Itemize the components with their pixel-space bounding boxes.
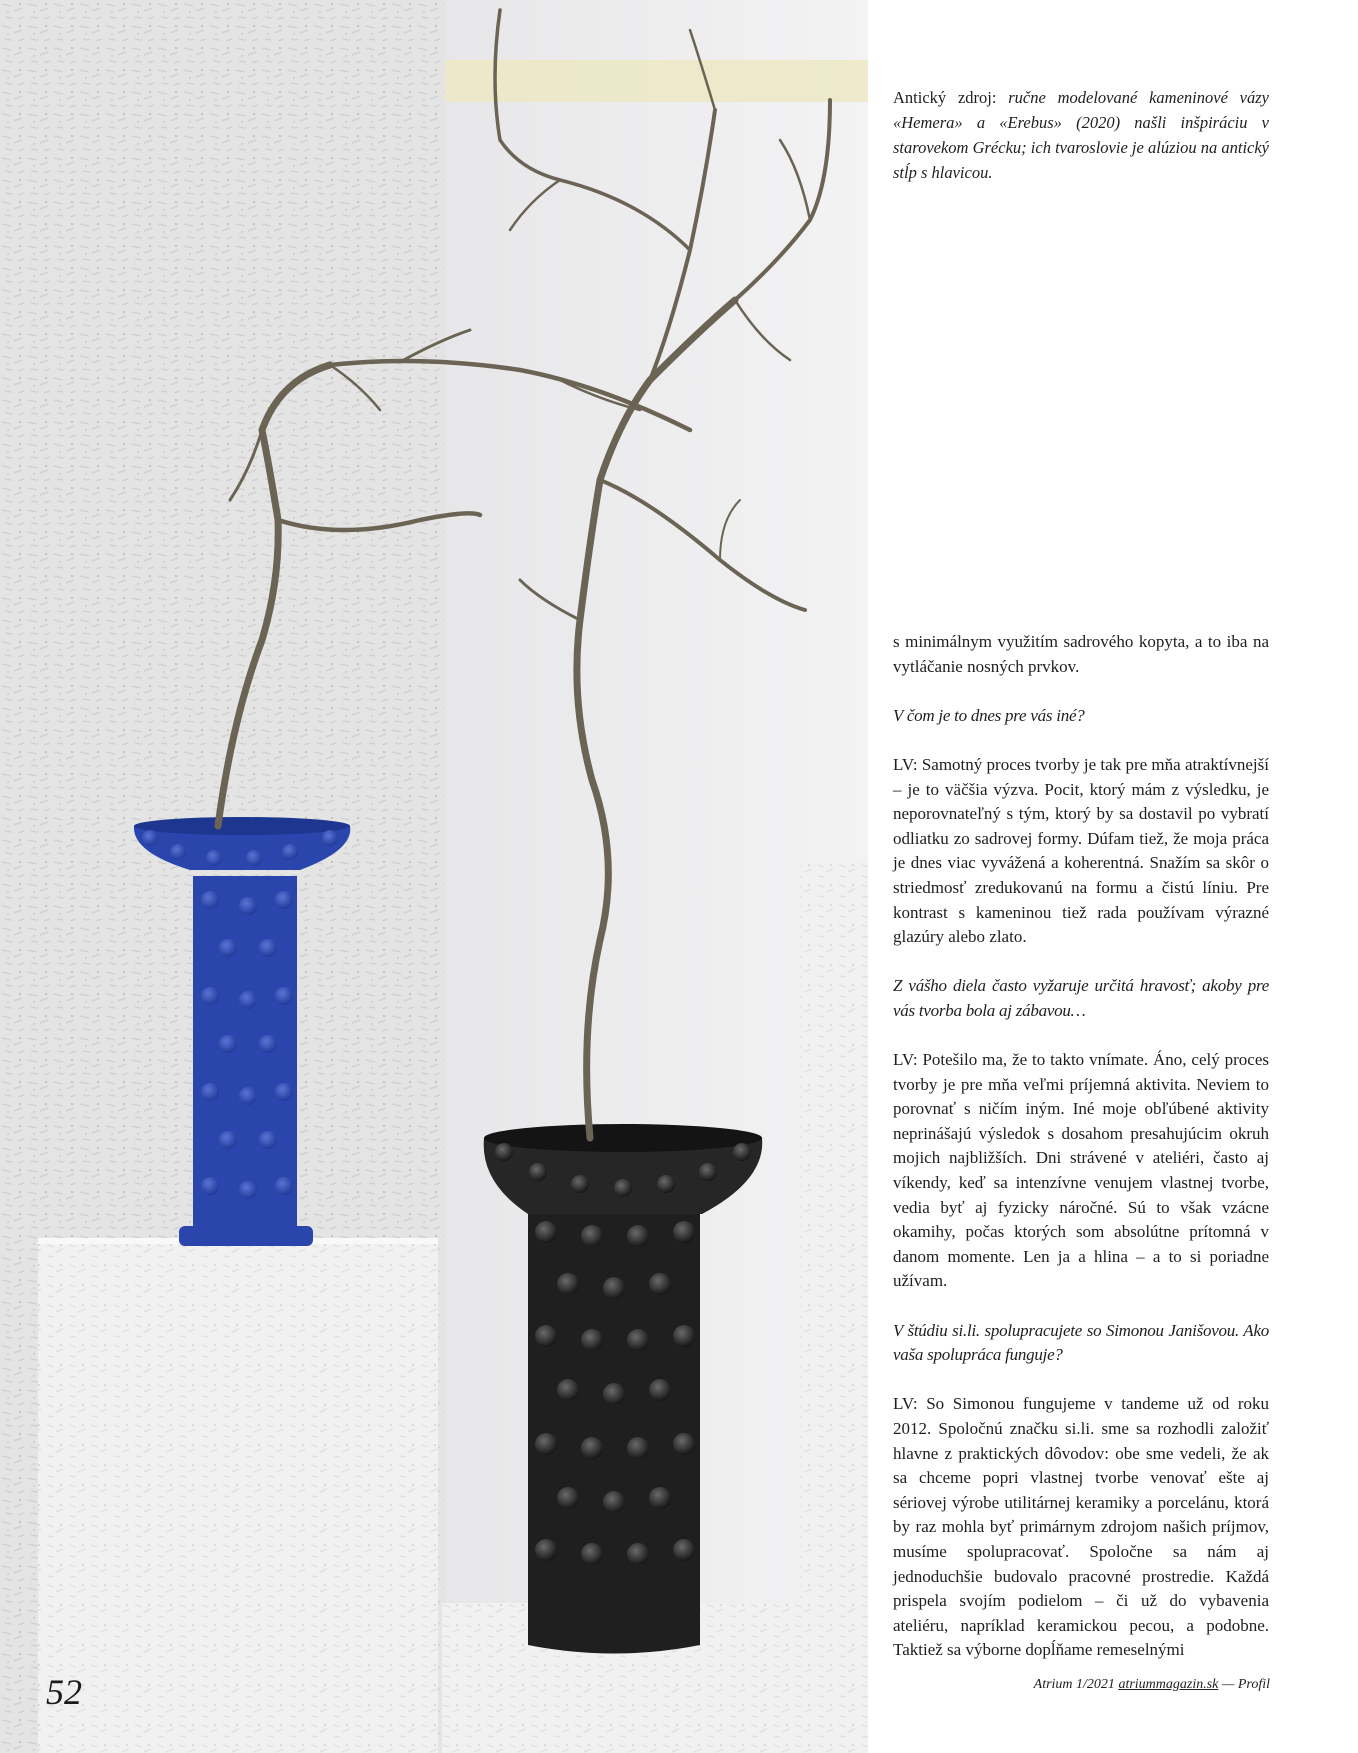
footer-site-link[interactable]: atriummagazin.sk xyxy=(1118,1677,1219,1692)
footer-section: — Profil xyxy=(1218,1677,1270,1692)
page-number: 52 xyxy=(46,1672,82,1712)
tape-strip xyxy=(445,60,868,102)
running-footer xyxy=(1034,1676,1270,1694)
interview-question: V štúdiu si.li. spolupracujete so Simonou Janišovou. Ako vaša spolupráca funguje? xyxy=(893,1320,1269,1365)
article-paragraph: s minimálnym využitím sadrového kopyta, a to iba na vytláčanie nosných prvkov. xyxy=(893,632,1269,676)
article-paragraph: LV: Potešilo ma, že to takto vnímate. Áno, celý proces tvorby je pre mňa veľmi príjemná aktivita. Neviem to porovnať s ničím iným. Iné moje obľúbené aktivity neprinášajú výsledok s dosahom presahujúcim okruh mojich najbližších. Dni strávené v ateliéri, často aj víkendy, keď sa intenzívne venujem vlastnej tvorbe, vedia byť aj fyzicky náročné. Sú to však vzácne okamihy, počas ktorých som absolútne prítomná v danom momente. Len ja a hlina – a to si poriadne užívam. xyxy=(893,1050,1269,1291)
article-text xyxy=(893,630,1269,1688)
left-plinth xyxy=(38,1238,438,1753)
caption-lead: Antický zdroj: xyxy=(893,88,1009,107)
footer-magazine: Atrium 1/2021 xyxy=(1033,1677,1119,1692)
article-paragraph: LV: Samotný proces tvorby je tak pre mňa atraktívnejší – je to väčšia výzva. Pocit, ktorý mám z výsledku, je neporovnateľný s tým, ktorý by sa dostavil po vybratí odliatku zo sadrovej formy. Dúfam tiež, že moja práca je dnes viac vyvážená a koherentná. Snažím sa skôr o striedmosť zredukovanú na formu a čistú líniu. Pre kontrast s kameninou tiež rada používam výrazné glazúry alebo zlato. xyxy=(893,754,1269,947)
article-paragraph: LV: So Simonou fungujeme v tandeme už od roku 2012. Spoločnú značku si.li. sme sa rozhodli založiť hlavne z praktických dôvodov: obe sme vedeli, že ak sa chceme popri vlastnej tvorbe venovať ešte aj sériovej výrobe utilitárnej keramiky a porcelánu, ktorá by raz mohla byť primárnym zdrojom našich príjmov, musíme spolupracovať. Spoločne sa nám aj jednoduchšie budovalo pracovné prostredie. Každá prispela svojím podielom – či už do vybavenia ateliéru, napríklad keramickou pecou, a podobne. Taktiež sa výborne dopĺňame remeselnými xyxy=(893,1394,1269,1660)
caption-body: ručne modelované kameninové vázy «Hemera» a «Erebus» (2020) našli inšpiráciu v starovekom Grécku; ich tvaroslovie je alúziou na antický stĺp s hlavicou. xyxy=(893,88,1269,182)
photo-caption xyxy=(893,85,1269,185)
interview-question: V čom je to dnes pre vás iné? xyxy=(893,705,1085,725)
interview-question: Z vášho diela často vyžaruje určitá hravosť; akoby pre vás tvorba bola aj zábavou… xyxy=(893,976,1269,1020)
